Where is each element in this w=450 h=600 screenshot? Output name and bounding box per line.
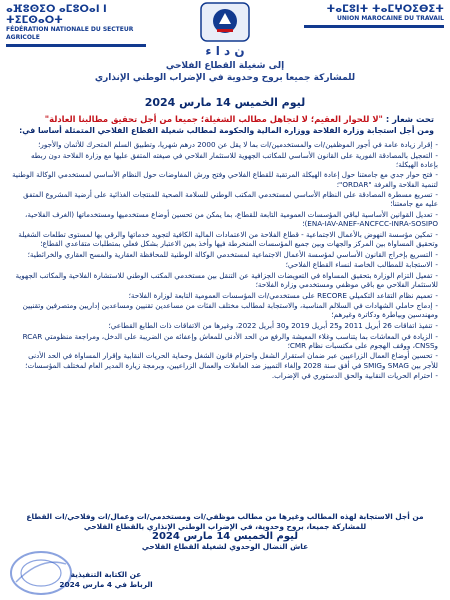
closing-line-2: للمشاركة جميعا، بروح وحدوية، في الإضراب الوطني الإنذاري بالقطاع الفلاحي [83,522,367,531]
demand-item: -تنفيذ اتفاقات 26 أبريل 2011 و25 أبريل 2019 و30 أبريل 2022، وغيرها من الاتفاقات ذات الطابع القطاعي؛ [108,320,438,330]
letterhead-right-tifinagh: ⵜⴰⵎⵓⵏⵜ ⵜⴰⵎⵖⵔⵉⴱⵉⵜ [326,4,444,15]
demand-item: -إقرار زيادة عامة في أجور الموظفين/ات والمستخدمين/ات بما لا يقل عن 2000 درهم شهريا، وتطبيق السلم المتحرك للأثمان والأجور؛ [38,140,438,149]
bullet-icon: - [435,150,438,160]
demand-item: -تعديل القوانين الأساسية لباقي المؤسسات العمومية التابعة للقطاع، بما يمكن من تحسين أوضاع مستخدميها ومستخدماتها (الغرف الفلاحية، ENA-IAV-ANEF-ANCFCC-INRA-SOSIPO)؛ [25,209,438,229]
union-emblem-icon [200,2,250,42]
document-title: ن د ا ء [205,44,245,58]
subheading [20,60,430,84]
demand-item: -تسريع مسطرة المصادقة على النظام الأساسي لمستخدمي المكتب الوطني للسلامة الصحية للمنتجات الغذائية على أرضية المشروع المتفق عليه مع جامعتنا؛ [23,190,438,209]
demand-item: -التسريع بإخراج القانون الأساسي لمؤسسة الأعمال الاجتماعية لمستخدمي الوكالة الوطنية للمحافظة العقارية والمسح العقاري والخرائطية؛ [27,249,438,259]
demand-item: -فتح حوار جدي مع جامعتنا حول إعادة الهيكلة المرتقبة للقطاع الفلاحي وفتح ورش المفاوضات حول النظام الأساسي لمستخدمي الوكالة الوطنية لتنمية الفلاحة والغرفة "ORDAR"؛ [12,170,438,189]
demand-item: -الاستجابة للمطالب الخاصة لنساء القطاع الفلاحي؛ [285,260,438,270]
bullet-icon: - [435,331,438,341]
bullet-icon: - [435,170,438,180]
bullet-icon: - [435,270,438,280]
demand-item: -تفعيل التزام الوزارة بتحقيق المساواة في التعويضات الجزافية عن التنقل بين مستخدمي المكتب الوطني للاستشارة الفلاحية والمكاتب الجهوية للاستثمار الفلاحي مع باقي موظفي ومستخدمي وزارة الفلاحة؛ [15,270,438,289]
closing-date: ليوم الخميس 14 مارس 2024 [152,531,298,542]
demand-item: -التعجيل بالمصادقة الفورية على القانون الأساسي للمكاتب الجهوية للاستثمار الفلاحي في صيغته المتفق عليها مع وزارة الفلاحة دون ربطه بإعادة الهيكلة؛ [30,150,438,169]
bullet-icon: - [435,249,438,259]
slogan-text: "لا للحوار العقيم؛ لا لتجاهل مطالب الشغيلة؛ جميعا من أجل تحقيق مطالبنا العادلة" [44,114,383,124]
demand-item: -إدماج حاملي الشهادات في السلالم المناسبة، والاستجابة لمطالب مختلف الفئات من مساعدين تقنيين ومساعدين إداريين ومتصرفين وتقنيين ومهندسين وبياطرة ودكاترة وغيرهم؛ [22,301,438,320]
demand-item: -احترام الحريات النقابية والحق الدستوري في الإضراب. [271,371,438,381]
closing-call [18,512,432,552]
closing-line-1: من أجل الاستجابة لهذه المطالب وغيرها من مطالب موظفي/ات ومستخدمي/ات وعمال/ات وفلاحي/ات القطاع [26,512,424,521]
signature-line-1: عن الكتابة التنفيذية [70,570,142,579]
letterhead-left [6,4,146,47]
slogan-prefix: تحت شعار : [385,114,434,124]
bullet-icon: - [435,301,438,311]
bullet-icon: - [435,290,438,300]
bullet-icon: - [435,260,438,270]
demand-item: -تمكين مؤسسة النهوض بالأعمال الاجتماعية - قطاع الفلاحة من الاعتمادات المالية الكافية لتجويد خدماتها والرقي بها لمستوى تطلعات الشغيلة وتحقيق المساواة بين المركز والجهات وبين جميع المؤسسات المنخرطة فيها وأخذ بعين الاعتبار بشكل فعلي بمتطلبات متقاعدي القطاع؛ [18,229,438,248]
demands-intro: ومن أجل استجابة وزارة الفلاحة ووزارة المالية والحكومة لمطالب شغيلة القطاع الفلاحي المتمثلة أساسا في: [19,126,434,135]
closing-slogan: عاش النضال الوحدوي لشغيلة القطاع الفلاحي [141,542,309,551]
slogan [14,114,434,124]
signature-line-2: الرباط في 4 مارس 2024 [59,580,153,589]
letterhead [0,0,450,44]
letterhead-right-french: UNION MAROCAINE DU TRAVAIL [337,15,444,22]
bullet-icon: - [435,190,438,200]
bullet-icon: - [435,209,438,219]
demand-item: -الزيادة في المعاشات بما يتناسب وغلاء المعيشة والرفع من الحد الأدنى للمعاش وإعفائه من الضريبة على الدخل، ومراجعة منظومتي RCAR وCNSS، ووقف الهجوم على مكتسبات نظام CMR؛ [22,331,438,350]
letterhead-left-french: FÉDÉRATION NATIONALE DU SECTEUR AGRICOLE [6,26,134,41]
letterhead-left-tifinagh: ⴰⴼⵓⵙⵉⵔ ⴰⵎⵓⵔⴰⵏ ⵏ ⵜⵉⵎⵙⴰⵔⵜ [6,4,107,26]
bullet-icon: - [435,140,438,149]
letterhead-right-rule [304,25,444,28]
subheading-line-2: للمشاركة جميعا بروح وحدوية في الإضراب الوطني الإنذاري [94,73,356,83]
bullet-icon: - [435,351,438,361]
subheading-line-1: إلى شغيلة القطاع الفلاحي [165,61,285,71]
letterhead-right [304,4,444,28]
signature-block [26,570,186,590]
bullet-icon: - [435,371,438,381]
strike-date: ليوم الخميس 14 مارس 2024 [144,96,306,109]
bullet-icon: - [435,320,438,330]
demands-list [12,140,438,382]
demand-item: -تعميم نظام التقاعد التكميلي RECORE على مستخدمي/ات المؤسسات العمومية التابعة لوزارة الفلاحة؛ [128,290,438,300]
bullet-icon: - [435,229,438,239]
demand-item: -تحسين أوضاع العمال الزراعيين عبر ضمان استقرار الشغل واحترام قانون الشغل وحماية الحريات النقابية وإقرار المساواة في الحد الأدنى للأجر بين SMAG وSMIG في أفق سنة 2028 وإلغاء التمييز ضد العاملات والعمال الزراعيين، وبرمجة زيارة المدير العام لمختلف المؤسسات؛ [25,351,438,370]
